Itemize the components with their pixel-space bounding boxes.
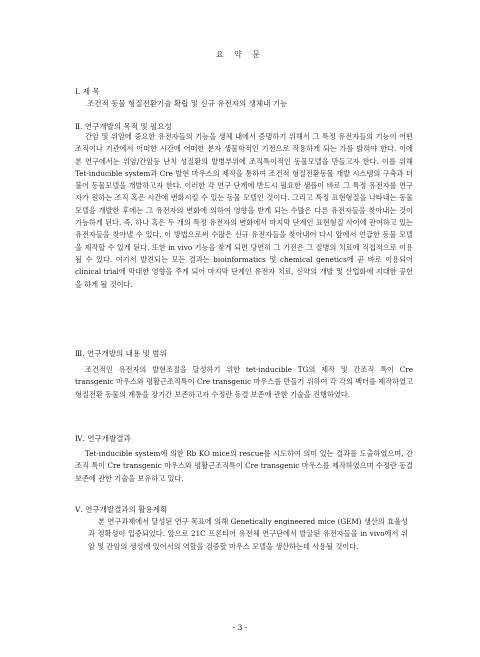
section-3-paragraph: 조건적인 유전자의 발현조절을 달성하기 위한 tet-inducible TG의 제작 및 간조직 특이 Cre transgenic 마우스와 평활근조직특이 Cre transgenic 마우스를 만들기 위하여 각 각의 벡터를 제작하였고 형질전환 동물의 계통을 장기간 보존하고자 수정란 동결 보존에 관한 기술을 진행하였다. (75, 365, 413, 399)
section-1-text: 조건적 동물 형질전환기술 확립 및 신규 유전자의 생체내 기능 (87, 99, 288, 108)
section-5-paragraph: 본 연구과제에서 달성된 연구 목표에 의해 Genetically engineered mice (GEM) 생산의 효율성과 정확성이 입증되었다. 앞으로 21C 프론티어 유전체 연구단에서 발굴된 유전자들을 in vivo에서 위암 및 간암의 생성에 있어서의 역할을 검증할 마우스 모델을 생산하는데 사용될 것이다. (88, 517, 408, 551)
section-4-paragraph: Tet-inducible system에 의한 Rb KO mice의 rescue를 시도하여 의미 있는 결과를 도출하였으며, 간조직 특이 Cre transgenic 마우스와 평활근조직특이 Cre transgenic 마우스를 제작하였으며 수정란 동결 보존에 관한 기술을 보유하고 있다. (75, 449, 413, 483)
page-number: - 3 - (232, 623, 248, 632)
section-2-paragraph: 간암 및 위암에 중요한 유전자들의 기능을 생체 내에서 증명하기 위해서 그 특정 유전자들의 기능이 어떤 조직이나 기관에서 어떠한 시간에 어떠한 분자 생물학적인 기전으로 작용하게 되는 가를 밝혀야 한다. 이에 본 연구에서는 위암/간암등 난치 성질환의 발병부위에 조직특이적인 동물모델을 만들고자 한다. 이를 위해 Tet-inducible system과 Cre 발현 마우스의 제작을 통하여 조건적 형질전환동물 개발 시스템의 구축과 더불어 동물모델을 개발하고자 한다. 이러한 각 연구 단계에 반드시 필요한 샘플이 바로 그 특정 유전자를 연구자가 원하는 조직 혹은 시간에 변화시킬 수 있는 동물 모델인 것이다. 그리고 특정 표현형질을 나타내는 동물 모델을 개발한 후에는 그 유전자의 변화에 의하여 영향을 받게 되는 수많은 다른 유전자들을 찾아내는 것이 가능하게 된다. 즉, 하나 혹은 두 개의 특정 유전자의 변화에서 마지막 단계인 표현형질 사이에 관여하고 있는 유전자들을 찾아낼 수 있다. 이 방법으로써 수많은 신규 유전자들을 찾아내어 다시 앞에서 언급한 동물 모델을 제작할 수 있게 된다. 또한 in vivo 기능을 찾게 되면 당연히 그 기전은 그 질병의 치료에 직접적으로 이용될 수 있다. 여기서 발견되는 모든 결과는 bioinformatics 및 chemical genetics에 곧 바로 이용되어 clinical trial에 막대한 영향을 주게 되어 마지막 단계인 유전자 치료, 신약의 개발 및 산업화에 지대한 공헌을 하게 될 것이다. (75, 132, 413, 289)
section-1-heading: Ⅰ. 제 목 (75, 87, 100, 96)
section-4-heading: Ⅳ. 연구개발결과 (75, 434, 131, 443)
page-title: 요 약 문 (215, 50, 265, 59)
section-3-heading: Ⅲ. 연구개발의 내용 및 범위 (75, 349, 167, 358)
section-2-heading: Ⅱ. 연구개발의 목적 및 필요성 (75, 122, 172, 131)
section-5-heading: Ⅴ. 연구개발결과의 활용계획 (75, 505, 168, 514)
